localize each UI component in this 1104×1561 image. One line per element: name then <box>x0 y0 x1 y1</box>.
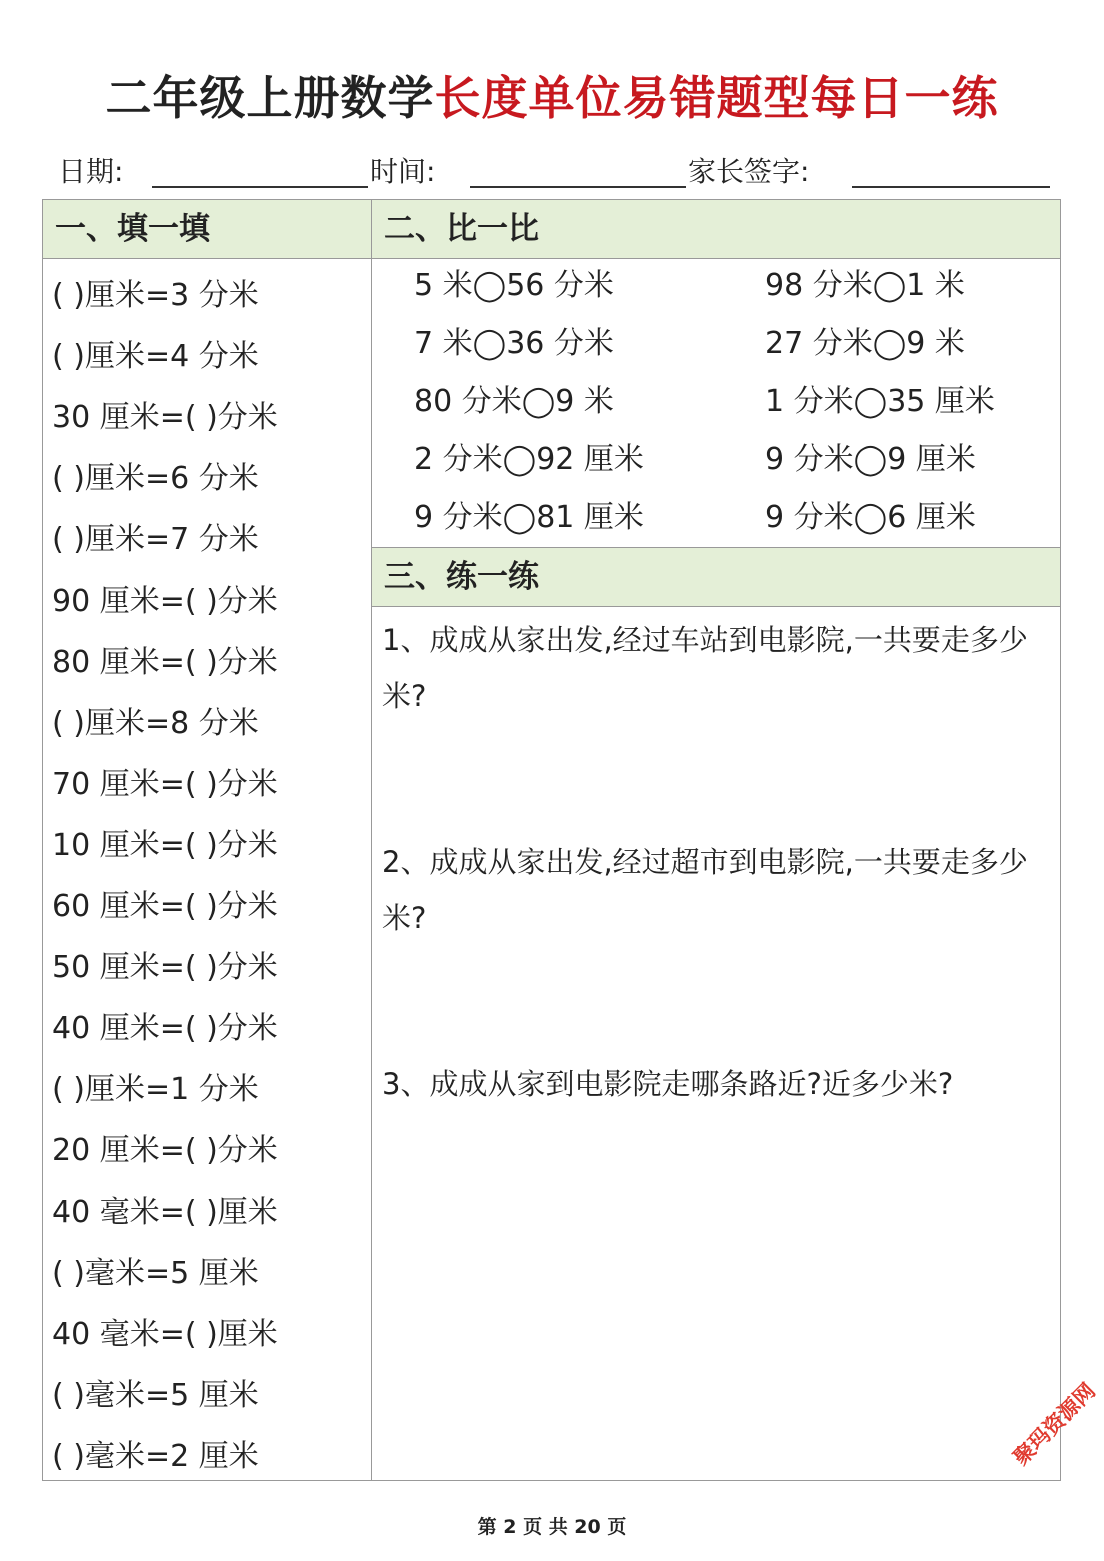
fill-in-item: 90 厘米=( )分米 <box>52 583 278 619</box>
watermark: 聚玛资源网 <box>1008 1378 1101 1470</box>
fill-in-item: ( )厘米=4 分米 <box>52 339 259 375</box>
fill-in-item: 10 厘米=( )分米 <box>52 827 278 863</box>
practice-question: 3、成成从家到电影院走哪条路近?近多少米? <box>382 1067 954 1101</box>
fill-in-item: 70 厘米=( )分米 <box>52 766 278 802</box>
compare-item-right: 9 分米◯6 厘米 <box>765 500 976 535</box>
fill-in-item: 50 厘米=( )分米 <box>52 950 278 986</box>
column-divider <box>371 199 372 1481</box>
compare-item-left: 7 米◯36 分米 <box>414 326 614 361</box>
fill-in-item: ( )厘米=3 分米 <box>52 278 259 313</box>
compare-item-left: 80 分米◯9 米 <box>414 384 614 419</box>
time-blank <box>470 186 686 188</box>
practice-question: 1、成成从家出发,经过车站到电影院,一共要走多少米? <box>382 623 1028 713</box>
compare-item-right: 27 分米◯9 米 <box>765 326 965 361</box>
page-footer: 第 2 页 共 20 页 <box>477 1516 627 1538</box>
date-blank <box>152 186 368 188</box>
compare-item-left: 5 米◯56 分米 <box>414 268 614 303</box>
page-title <box>0 62 1104 128</box>
fill-in-item: ( )厘米=1 分米 <box>52 1072 259 1108</box>
fill-in-item: 60 厘米=( )分米 <box>52 889 278 924</box>
fill-in-item: 40 毫米=( )厘米 <box>52 1194 278 1230</box>
fill-in-item: ( )厘米=8 分米 <box>52 705 259 741</box>
compare-item-right: 98 分米◯1 米 <box>765 268 965 303</box>
fill-in-item: ( )厘米=6 分米 <box>52 461 259 497</box>
fill-in-item: ( )毫米=2 厘米 <box>52 1438 259 1474</box>
fill-in-item: 20 厘米=( )分米 <box>52 1133 278 1169</box>
fill-in-item: 40 厘米=( )分米 <box>52 1011 278 1047</box>
fill-in-item: 80 厘米=( )分米 <box>52 644 278 680</box>
fill-in-item: 30 厘米=( )分米 <box>52 400 278 436</box>
compare-item-left: 9 分米◯81 厘米 <box>414 500 644 535</box>
fill-in-item: ( )厘米=7 分米 <box>52 522 259 558</box>
fill-in-item: ( )毫米=5 厘米 <box>52 1377 259 1413</box>
section3-header: 三、练一练 <box>372 548 1060 607</box>
title-part2: 长度单位易错题型每日一练 <box>434 71 999 125</box>
practice-question: 2、成成从家出发,经过超市到电影院,一共要走多少米? <box>382 845 1028 935</box>
compare-item-right: 1 分米◯35 厘米 <box>765 384 995 419</box>
sign-label: 家长签字: <box>688 155 810 188</box>
title-part1: 二年级上册数学 <box>105 71 435 125</box>
fill-in-item: ( )毫米=5 厘米 <box>52 1255 259 1291</box>
fill-in-item: 40 毫米=( )厘米 <box>52 1316 278 1352</box>
compare-item-left: 2 分米◯92 厘米 <box>414 442 644 477</box>
time-label: 时间: <box>370 155 436 188</box>
date-label: 日期: <box>58 155 124 188</box>
compare-item-right: 9 分米◯9 厘米 <box>765 442 976 477</box>
section2-header: 二、比一比 <box>372 200 1060 259</box>
sign-blank <box>852 186 1050 188</box>
section1-header: 一、填一填 <box>43 200 371 259</box>
